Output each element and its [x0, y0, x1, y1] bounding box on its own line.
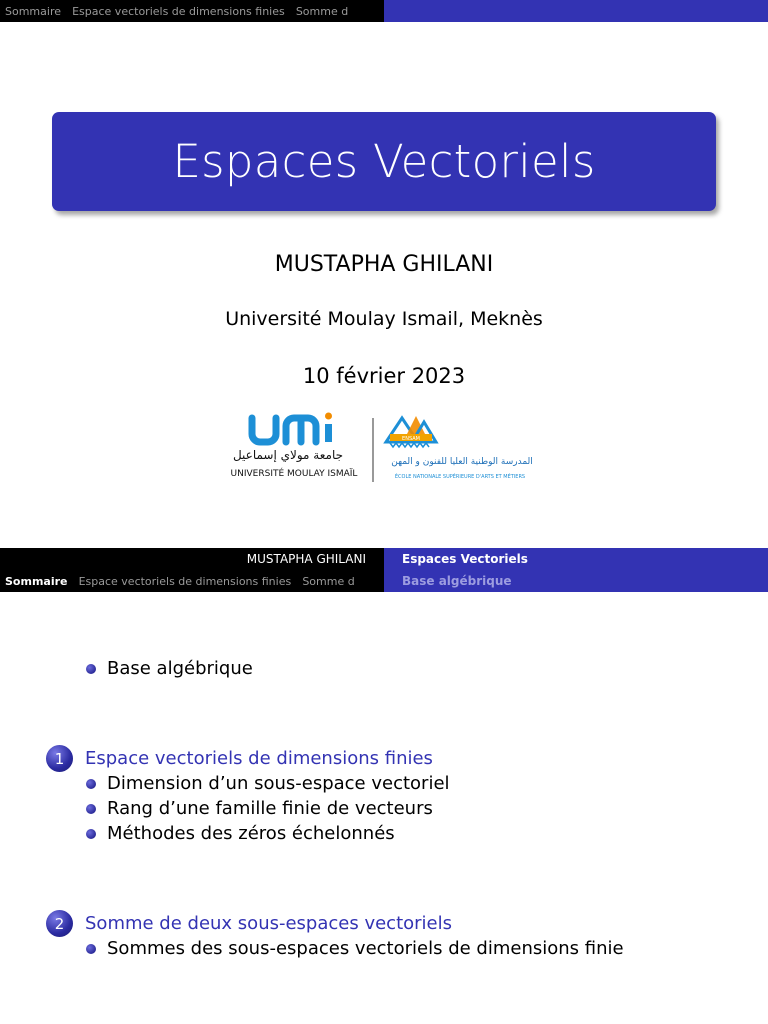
headline-author: MUSTAPHA GHILANI: [0, 548, 384, 570]
outline-subsection[interactable]: [86, 823, 395, 844]
outline-section-title: Espace vectoriels de dimensions finies: [85, 748, 433, 769]
svg-text:ENSAM: ENSAM: [402, 436, 420, 442]
logos-graphic: [230, 412, 540, 488]
ensam-logo: [386, 416, 533, 480]
section-number-badge: 1: [46, 745, 73, 772]
institution-logos: [230, 412, 540, 488]
institute: Université Moulay Ismail, Meknès: [225, 308, 543, 330]
outline-subsection-label: Dimension d’un sous-espace vectoriel: [107, 773, 450, 794]
outline-slide: [0, 548, 768, 1024]
outline-subsection[interactable]: [86, 773, 450, 794]
headline-nav: [0, 570, 384, 592]
author-name: MUSTAPHA GHILANI: [274, 252, 494, 277]
ensam-latin-name: ÉCOLE NATIONALE SUPÉRIEURE D'ARTS ET MÉTIERS: [394, 474, 526, 480]
nav-item-sommaire-active[interactable]: Sommaire: [5, 575, 68, 588]
nav-item-espace-vectoriels[interactable]: Espace vectoriels de dimensions finies: [72, 5, 285, 18]
outline-subsection[interactable]: [86, 658, 253, 679]
bullet-icon: [86, 944, 96, 954]
slide-title: Espaces Vectoriels: [172, 135, 596, 188]
umi-logo: [231, 413, 358, 480]
nav-blue-panel: [384, 0, 768, 22]
outline-section-title: Somme de deux sous-espaces vectoriels: [85, 913, 453, 934]
title-box: [52, 112, 716, 211]
nav-item-somme[interactable]: Somme d: [295, 5, 349, 18]
umi-arabic-name: جامعة مولاي إسماعيل: [232, 448, 344, 462]
bullet-icon: [86, 829, 96, 839]
umi-latin-name: UNIVERSITÉ MOULAY ISMAÏL: [230, 469, 358, 479]
outline-subsection[interactable]: [86, 938, 624, 959]
slide-headline: [0, 548, 768, 592]
outline-subsection-label: Base algébrique: [107, 658, 253, 679]
section-number-badge: 2: [46, 910, 73, 937]
nav-sections: [0, 0, 384, 22]
nav-item-somme[interactable]: Somme d: [302, 575, 355, 588]
presentation-date: 10 février 2023: [302, 364, 466, 388]
headline-subsection[interactable]: Base algébrique: [384, 570, 768, 592]
bullet-icon: [86, 664, 96, 674]
outline-section-1[interactable]: [46, 745, 433, 772]
outline-subsection-label: Méthodes des zéros échelonnés: [107, 823, 395, 844]
nav-item-espace-vectoriels[interactable]: Espace vectoriels de dimensions finies: [78, 575, 292, 588]
bullet-icon: [86, 804, 96, 814]
outline-subsection[interactable]: [86, 798, 433, 819]
top-navigation-bar: [0, 0, 768, 22]
headline-title: Espaces Vectoriels: [384, 548, 768, 570]
outline-subsection-label: Sommes des sous-espaces vectoriels de dimensions finie: [107, 938, 624, 959]
ensam-arabic-name: المدرسة الوطنية العليا للفنون و المهن: [391, 457, 533, 467]
nav-item-sommaire[interactable]: Sommaire: [5, 5, 61, 18]
bullet-icon: [86, 779, 96, 789]
outline-subsection-label: Rang d’une famille finie de vecteurs: [107, 798, 433, 819]
outline-section-2[interactable]: [46, 910, 452, 937]
